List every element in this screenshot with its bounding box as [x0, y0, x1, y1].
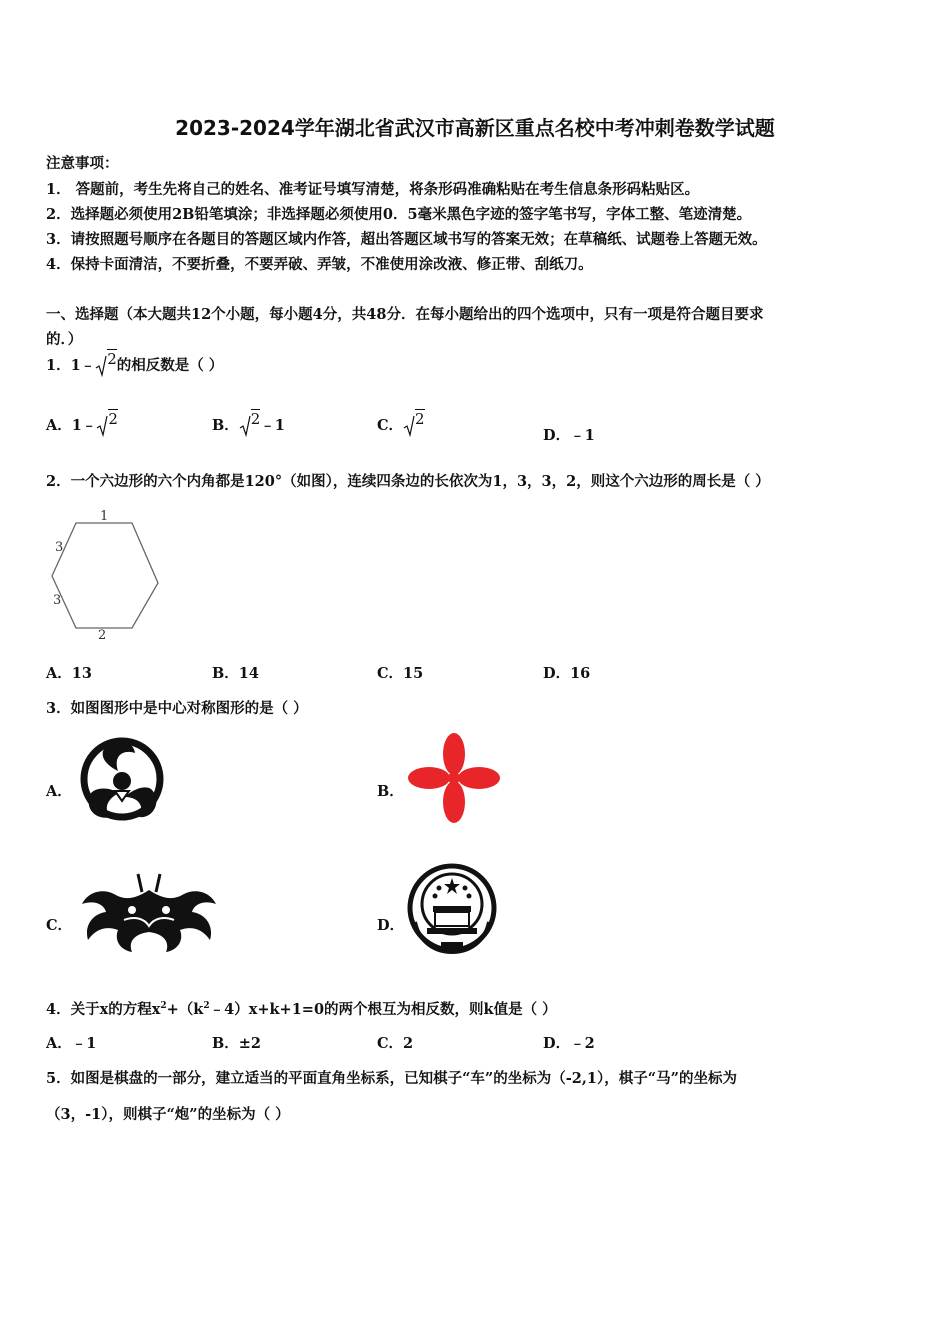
q4-option-d: D．﹣2	[543, 1035, 595, 1052]
q4-stem-part-a: 4．关于x的方程x	[46, 1001, 161, 1018]
q1-option-c	[377, 410, 425, 437]
q1-option-a	[46, 410, 118, 437]
hexagon-outline	[52, 523, 158, 628]
question-4-stem	[46, 998, 557, 1019]
q2-option-a: A．13	[46, 665, 92, 682]
section-heading-line1: 一、选择题（本大题共12个小题，每小题4分，共48分．在每小题给出的四个选项中，只有一项是符合题目要求	[46, 306, 764, 323]
sqrt-symbol	[95, 350, 117, 377]
hexagon-label-lower-left: 3	[53, 593, 62, 608]
q1-option-b-radicand: 2	[250, 410, 261, 428]
q1-option-a-radicand: 2	[108, 410, 118, 428]
question-2-stem: 2．一个六边形的六个内角都是120°（如图），连续四条边的长依次为1，3，3，2，则这个六边形的周长是（ ）	[46, 473, 770, 490]
q3-figure-a	[73, 731, 171, 827]
q4-stem-part-b: +（k	[166, 1001, 204, 1018]
q3-figure-c	[74, 870, 224, 958]
q3-option-d-label: D．	[377, 917, 405, 934]
petal-bottom	[443, 781, 465, 823]
q4-stem-part-c: ﹣4）x+k+1=0的两个根互为相反数，则k值是（ ）	[209, 1001, 557, 1018]
q1-radicand: 2	[107, 350, 117, 368]
petal-top	[443, 733, 465, 775]
q3-figure-b	[405, 730, 503, 826]
sqrt-symbol	[239, 410, 261, 437]
q1-suffix: 的相反数是（ ）	[116, 357, 224, 374]
q1-option-b	[212, 410, 285, 437]
q4-superscript-2: 2	[203, 1001, 210, 1012]
q2-option-c: C．15	[377, 665, 424, 682]
sqrt-symbol	[96, 410, 118, 437]
section-heading-line2: 的．）	[46, 331, 83, 348]
petal-right	[458, 767, 500, 789]
q1-option-a-label: A．1﹣	[46, 417, 97, 434]
notice-item-1: 1． 答题前，考生先将自己的姓名、准考证号填写清楚，将条形码准确粘贴在考生信息条形码粘贴区。	[46, 181, 700, 198]
q1-prefix: 1．1﹣	[46, 357, 96, 374]
q3-option-b-label: B．	[377, 783, 404, 800]
notice-item-4: 4．保持卡面清洁，不要折叠，不要弄破、弄皱，不准使用涂改液、修正带、刮纸刀。	[46, 256, 593, 273]
petal-left	[408, 767, 450, 789]
q4-superscript-1: 2	[160, 1001, 167, 1012]
sqrt-symbol	[403, 410, 425, 437]
hexagon-figure	[44, 506, 160, 642]
page-title: 2023-2024学年湖北省武汉市高新区重点名校中考冲刺卷数学试题	[175, 116, 775, 140]
question-3-stem: 3．如图图形中是中心对称图形的是（ ）	[46, 700, 308, 717]
q3-option-a-label: A．	[46, 783, 72, 800]
q2-option-b: B．14	[212, 665, 259, 682]
q1-option-b-suffix: ﹣1	[260, 417, 285, 434]
q1-option-d: D．﹣1	[543, 427, 595, 444]
q2-option-d: D．16	[543, 665, 591, 682]
hexagon-label-upper-left: 3	[55, 540, 64, 555]
big-star-icon	[444, 878, 460, 894]
hexagon-label-bottom: 2	[98, 628, 107, 642]
q4-option-c: C．2	[377, 1035, 414, 1052]
question-5-line1: 5．如图是棋盘的一部分，建立适当的平面直角坐标系，已知棋子“车”的坐标为（-2,1），棋子“马”的坐标为	[46, 1070, 737, 1087]
q3-option-c-label: C．	[46, 917, 73, 934]
q1-option-b-label: B．	[212, 417, 239, 434]
question-1-stem	[46, 350, 224, 377]
q1-option-c-label: C．	[377, 417, 404, 434]
hexagon-label-top: 1	[100, 509, 109, 524]
q4-option-a: A．﹣1	[46, 1035, 97, 1052]
notice-heading: 注意事项：	[46, 155, 119, 172]
notice-item-2: 2．选择题必须使用2B铅笔填涂；非选择题必须使用0．5毫米黑色字迹的签字笔书写，字体工整、笔迹清楚。	[46, 206, 752, 223]
q3-figure-d	[405, 862, 499, 958]
q1-option-c-radicand: 2	[415, 410, 425, 428]
notice-item-3: 3．请按照题号顺序在各题目的答题区域内作答，超出答题区域书写的答案无效；在草稿纸、试题卷上答题无效。	[46, 231, 767, 248]
q4-option-b: B．±2	[212, 1035, 261, 1052]
question-5-line2: （3，-1），则棋子“炮”的坐标为（ ）	[46, 1106, 290, 1123]
